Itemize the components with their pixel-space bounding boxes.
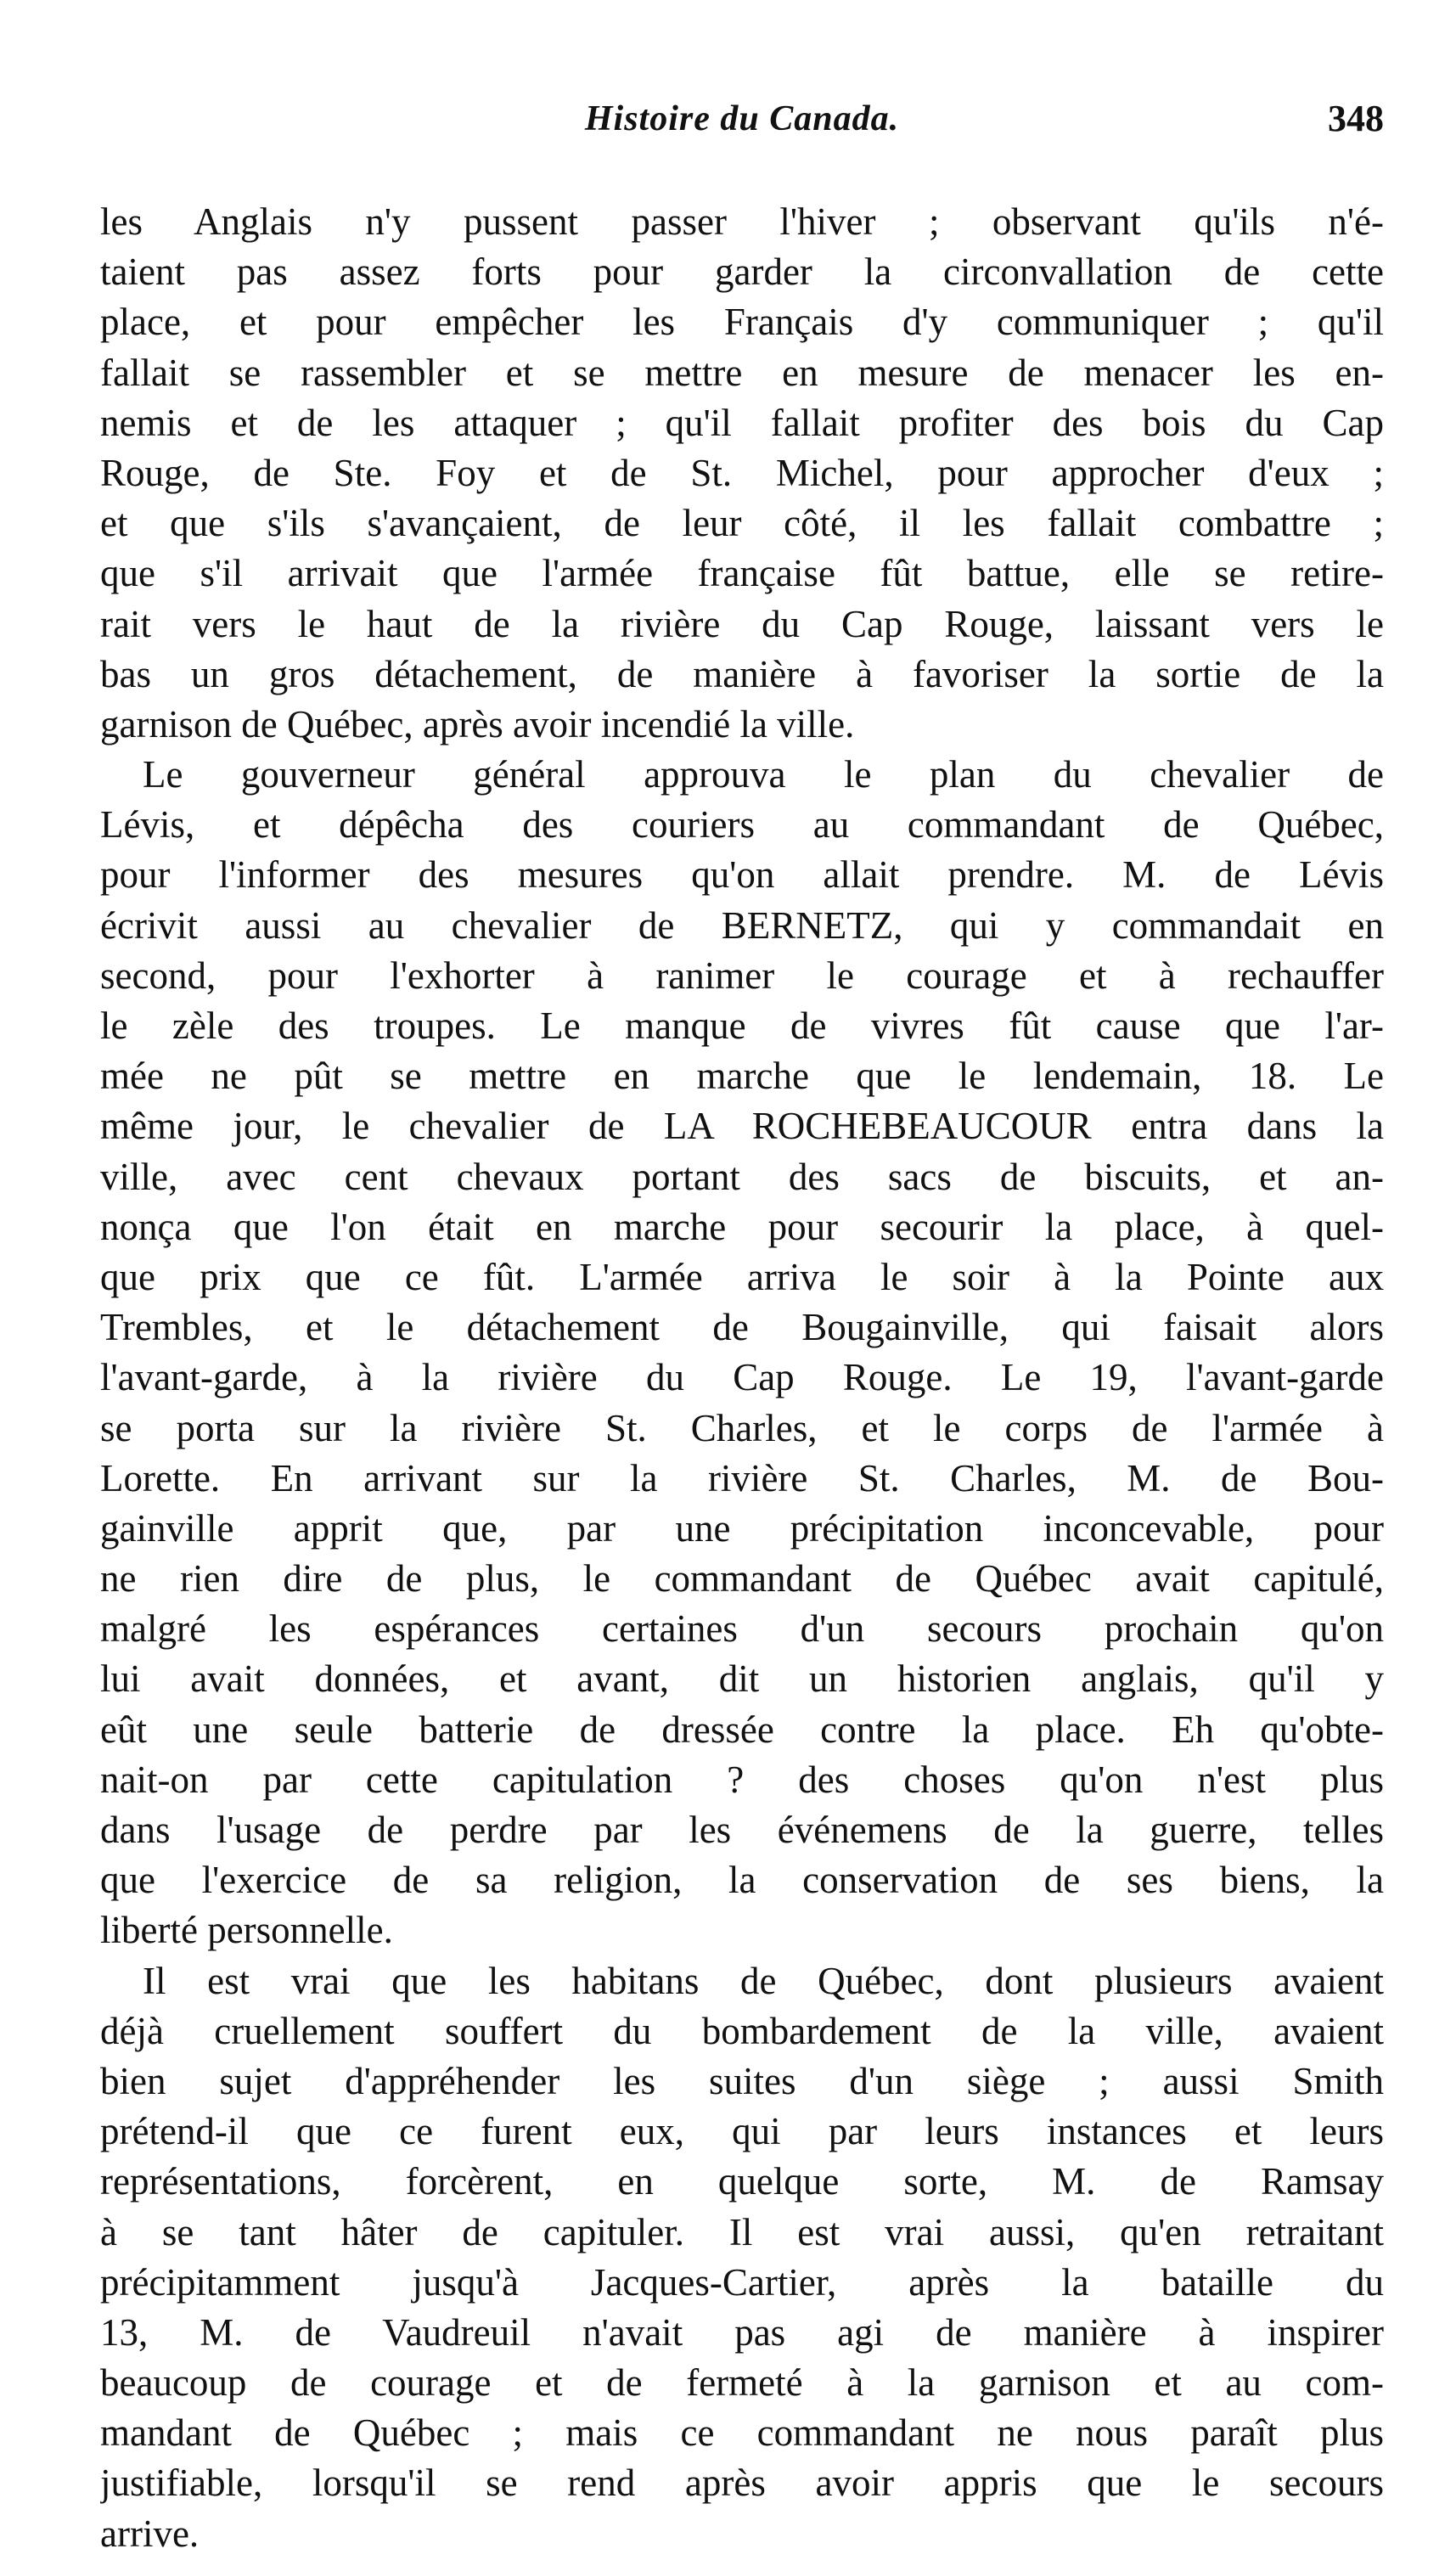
text-line: second, pour l'exhorter à ranimer le courage et à rechauffer — [100, 954, 1384, 997]
text-line: bas un gros détachement, de manière à favoriser la sortie de la — [100, 652, 1384, 695]
text-line: déjà cruellement souffert du bombardement de la ville, avaient — [100, 2009, 1384, 2052]
text-line: gainville apprit que, par une précipitation inconcevable, pour — [100, 1506, 1384, 1550]
text-line: place, et pour empêcher les Français d'y communiquer ; qu'il — [100, 301, 1384, 344]
text-line: précipitamment jusqu'à Jacques-Cartier, après la bataille du — [100, 2260, 1384, 2304]
text-line: pour l'informer des mesures qu'on allait prendre. M. de Lévis — [100, 853, 1384, 897]
text-line: et que s'ils s'avançaient, de leur côté, il les fallait combattre ; — [100, 502, 1384, 545]
text-line: malgré les espérances certaines d'un secours prochain qu'on — [100, 1607, 1384, 1651]
text-line: Lévis, et dépêcha des couriers au commandant de Québec, — [100, 803, 1384, 847]
text-line: eût une seule batterie de dressée contre la place. Eh qu'obte- — [100, 1708, 1384, 1751]
text-line: que s'il arrivait que l'armée française fût battue, elle se retire- — [100, 552, 1384, 595]
text-line: beaucoup de courage et de fermeté à la garnison et au com- — [100, 2361, 1384, 2405]
text-line: ville, avec cent chevaux portant des sacs de biscuits, et an- — [100, 1155, 1384, 1198]
text-line: arrive. — [100, 2512, 200, 2555]
text-line: les Anglais n'y pussent passer l'hiver ; observant qu'ils n'é- — [100, 200, 1384, 243]
text-line: bien sujet d'appréhender les suites d'un siège ; aussi Smith — [100, 2059, 1384, 2102]
text-line: mée ne pût se mettre en marche que le lendemain, 18. Le — [100, 1055, 1384, 1098]
text-line: Rouge, de Ste. Foy et de St. Michel, pour approcher d'eux ; — [100, 451, 1384, 494]
text-line: justifiable, lorsqu'il se rend après avoir appris que le secours — [100, 2462, 1384, 2505]
text-line: dans l'usage de perdre par les événemens de la guerre, telles — [100, 1809, 1384, 1851]
page-header — [100, 93, 1384, 153]
text-line: même jour, le chevalier de LA ROCHEBEAUCOUR entra dans la — [100, 1105, 1384, 1148]
text-line: mandant de Québec ; mais ce commandant ne nous paraît plus — [100, 2411, 1384, 2455]
page-number: 348 — [1328, 98, 1384, 139]
text-line: garnison de Québec, après avoir incendié la ville. — [100, 702, 855, 745]
text-line: 13, M. de Vaudreuil n'avait pas agi de manière à inspirer — [100, 2310, 1384, 2354]
book-page — [100, 0, 1384, 2560]
text-line: l'avant-garde, à la rivière du Cap Rouge. Le 19, l'avant-garde — [100, 1356, 1384, 1399]
text-line: taient pas assez forts pour garder la circonvallation de cette — [100, 250, 1384, 294]
text-line: Le gouverneur général approuva le plan du chevalier de — [143, 753, 1384, 796]
text-line: Trembles, et le détachement de Bougainville, qui faisait alors — [100, 1306, 1384, 1349]
text-line: Lorette. En arrivant sur la rivière St. Charles, M. de Bou- — [100, 1456, 1384, 1499]
text-line: écrivit aussi au chevalier de BERNETZ, qui y commandait en — [100, 903, 1384, 947]
text-line: nemis et de les attaquer ; qu'il fallait profiter des bois du Cap — [100, 401, 1384, 444]
text-line: rait vers le haut de la rivière du Cap Rouge, laissant vers le — [100, 602, 1384, 645]
text-line: fallait se rassembler et se mettre en mesure de menacer les en- — [100, 351, 1384, 394]
text-line: ne rien dire de plus, le commandant de Québec avait capitulé, — [100, 1557, 1384, 1601]
text-line: que prix que ce fût. L'armée arriva le soir à la Pointe aux — [100, 1255, 1384, 1298]
text-line: Il est vrai que les habitans de Québec, dont plusieurs avaient — [143, 1959, 1384, 2002]
text-line: que l'exercice de sa religion, la conservation de ses biens, la — [100, 1859, 1384, 1902]
text-line: le zèle des troupes. Le manque de vivres fût cause que l'ar- — [100, 1004, 1384, 1047]
body-text — [100, 197, 1384, 2559]
running-title: Histoire du Canada. — [584, 99, 900, 138]
text-line: à se tant hâter de capituler. Il est vrai aussi, qu'en retraitant — [100, 2210, 1384, 2253]
text-line: nonça que l'on était en marche pour secourir la place, à quel- — [100, 1205, 1384, 1248]
text-line: nait-on par cette capitulation ? des choses qu'on n'est plus — [100, 1758, 1384, 1801]
text-line: prétend-il que ce furent eux, qui par leurs instances et leurs — [100, 2110, 1384, 2153]
text-line: se porta sur la rivière St. Charles, et le corps de l'armée à — [100, 1406, 1384, 1449]
text-line: liberté personnelle. — [100, 1909, 393, 1952]
text-line: lui avait données, et avant, dit un historien anglais, qu'il y — [100, 1657, 1384, 1701]
text-line: représentations, forcèrent, en quelque sorte, M. de Ramsay — [100, 2160, 1384, 2203]
